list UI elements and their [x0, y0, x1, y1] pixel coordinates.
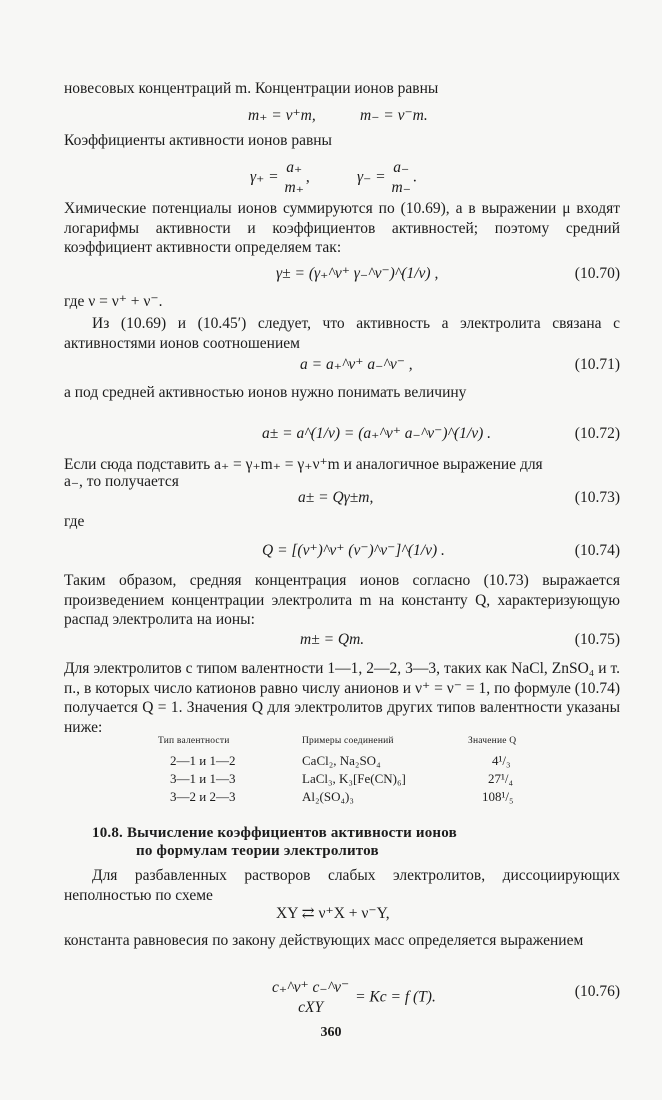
- table-cell: 3—1 и 1—3: [170, 771, 236, 786]
- paragraph: константа равновесия по закону действующих масс определяется выражением: [64, 932, 584, 949]
- equation-10-76: [270, 978, 436, 1018]
- denominator: cXY: [298, 999, 324, 1016]
- eq-body: a± = a^(1/ν) = (a₊^ν⁺ a₋^ν⁻)^(1/ν) .: [262, 425, 492, 442]
- eq-body: XY ⇄ ν⁺X + ν⁻Y,: [276, 905, 390, 922]
- table-cell: 2—1 и 1—2: [170, 753, 236, 768]
- equation-m-plus: [248, 106, 316, 126]
- table-cell: Al₂(SO₄)₃: [302, 789, 354, 804]
- equation-10-72: [262, 424, 491, 444]
- text-line: Коэффициенты активности ионов равны: [64, 132, 332, 149]
- equation-m-minus: [360, 106, 428, 126]
- eq-body: γ± = (γ₊^ν⁺ γ₋^ν⁻)^(1/ν) ,: [276, 265, 439, 282]
- equation-10-75: [300, 630, 364, 650]
- equation-number: (10.72): [574, 425, 620, 442]
- equation-10-73: [298, 488, 373, 508]
- eq-part: m₊ = ν⁺m,: [248, 107, 316, 124]
- table-cell: 108¹/₅: [482, 789, 514, 804]
- eq-body: a± = Qγ±m,: [298, 489, 374, 506]
- equation-number: (10.70): [574, 265, 620, 282]
- equation-10-71: [300, 355, 413, 375]
- equation-10-74: [262, 541, 445, 561]
- text-line: новесовых концентраций m. Концентрации ионов равны: [64, 80, 439, 97]
- table-cell: 3—2 и 2—3: [170, 789, 236, 804]
- denominator: m₋: [391, 179, 411, 196]
- equation-10-70: [276, 264, 438, 284]
- equation-gamma-plus: γ₊ = a₊ m₊ ,: [250, 159, 310, 196]
- denominator: m₊: [284, 179, 304, 196]
- table-cell: 27¹/₄: [488, 771, 514, 786]
- eq-body: a = a₊^ν⁺ a₋^ν⁻ ,: [300, 356, 413, 373]
- text-line: где ν = ν⁺ + ν⁻.: [64, 293, 163, 310]
- eq-part: m₋ = ν⁻m.: [360, 107, 428, 124]
- text-line: а под средней активностью ионов нужно понимать величину: [64, 384, 467, 401]
- section-heading: 10.8. Вычисление коэффициентов активности ионов: [92, 825, 457, 841]
- table-header: Значение Q: [468, 736, 517, 746]
- equation-number: (10.76): [574, 983, 620, 1000]
- text-line: Если сюда подставить a₊ = γ₊m₊ = γ₊ν⁺m и аналогичное выражение для: [64, 456, 543, 473]
- equation-number: (10.73): [574, 489, 620, 506]
- table-cell: CaCl₂, Na₂SO₄: [302, 753, 381, 768]
- equation-scheme: [276, 904, 390, 924]
- table-header: Тип валентности: [158, 736, 230, 746]
- table-cell: LaCl₃, K₃[Fe(CN)₆]: [302, 771, 406, 786]
- eq-body: = Kc = f (T).: [355, 988, 436, 1006]
- numerator: a₊: [286, 159, 303, 176]
- equation-number: (10.74): [574, 542, 620, 559]
- paragraph: Из (10.69) и (10.45′) следует, что активность a электролита связана с активностями ионов соотношением: [64, 315, 620, 352]
- paragraph: Химические потенциалы ионов суммируются по (10.69), а в выражении μ входят логарифмы активности и коэффициентов активностей; поэтому средний коэффициент активности определяем так:: [64, 200, 620, 256]
- equation-number: (10.71): [574, 356, 620, 373]
- section-heading: по формулам теории электролитов: [136, 843, 379, 859]
- eq-part: γ₋ =: [357, 168, 386, 186]
- fraction: [285, 158, 304, 198]
- paragraph: Для электролитов с типом валентности 1—1, 2—2, 3—3, таких как NaCl, ZnSO₄ и т. п., в которых число катионов равно числу анионов и ν⁺ = ν⁻ = 1, по формуле (10.74) получается Q = 1. Значения Q для электролитов других типов валентности указаны ниже:: [64, 660, 620, 736]
- table-cell: 4¹/₃: [492, 753, 511, 768]
- text-line: a₋, то получается: [64, 473, 179, 490]
- numerator: a₋: [393, 159, 410, 176]
- equation-number: (10.75): [574, 631, 620, 648]
- fraction: [392, 158, 411, 198]
- eq-body: Q = [(ν⁺)^ν⁺ (ν⁻)^ν⁻]^(1/ν) .: [262, 542, 445, 559]
- eq-part: γ₊ =: [250, 168, 279, 186]
- eq-body: m± = Qm.: [300, 631, 365, 648]
- text-line: где: [64, 513, 85, 530]
- paragraph: Таким образом, средняя концентрация ионов согласно (10.73) выражается произведением концентрации электролита m на константу Q, характеризующую распад электролита на ионы:: [64, 572, 620, 628]
- table-header: Примеры соединений: [302, 736, 394, 746]
- fraction: [272, 978, 349, 1018]
- paragraph: Для разбавленных растворов слабых электролитов, диссоциирующих неполностью по схеме: [64, 867, 620, 904]
- equation-gamma-minus: γ₋ = a₋ m₋ .: [357, 159, 417, 196]
- numerator: c₊^ν⁺ c₋^ν⁻: [272, 979, 350, 996]
- page-number: 360: [320, 1025, 342, 1040]
